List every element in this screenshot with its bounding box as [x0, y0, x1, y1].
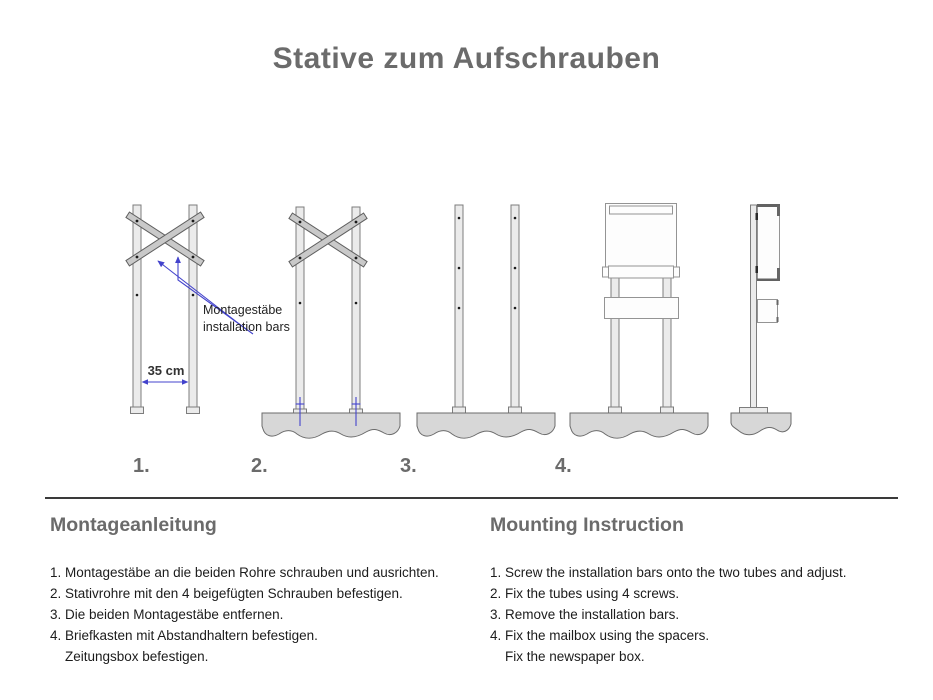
figure-step-3	[417, 205, 555, 438]
newspaper-box-side	[758, 300, 778, 323]
bars-label-en: installation bars	[203, 320, 290, 334]
mailbox-side	[758, 205, 780, 281]
german-step-1: 1. Montagestäbe an die beiden Rohre schrauben und ausrichten.	[50, 565, 439, 580]
bars-label-de: Montagestäbe	[203, 303, 283, 317]
german-step-2: 2. Stativrohre mit den 4 beigefügten Schrauben befestigen.	[50, 586, 403, 601]
german-heading: Montageanleitung	[50, 514, 217, 536]
ground-screws	[296, 397, 361, 426]
instructions-english	[490, 514, 910, 667]
step-number-1: 1.	[133, 455, 150, 477]
english-step-3: 3. Remove the installation bars.	[490, 607, 680, 622]
figure-step-4-front	[570, 204, 708, 439]
english-heading: Mounting Instruction	[490, 514, 684, 536]
german-step-4-cont: Zeitungsbox befestigen.	[65, 649, 209, 664]
german-step-3: 3. Die beiden Montagestäbe entfernen.	[50, 607, 284, 622]
dimension-arrow	[142, 379, 189, 384]
bars-annotation	[203, 302, 290, 336]
step-number-2: 2.	[251, 455, 268, 477]
section-divider	[45, 497, 898, 499]
english-step-2: 2. Fix the tubes using 4 screws.	[490, 586, 680, 601]
dimension-label: 35 cm	[147, 363, 185, 378]
page-title: Stative zum Aufschrauben	[272, 42, 661, 75]
english-step-1: 1. Screw the installation bars onto the two tubes and adjust.	[490, 565, 847, 580]
figure-step-4-side	[731, 205, 791, 435]
german-step-4: 4. Briefkasten mit Abstandhaltern befestigen.	[50, 628, 318, 643]
english-step-4: 4. Fix the mailbox using the spacers.	[490, 628, 710, 643]
newspaper-box-front	[605, 298, 679, 319]
english-step-4-cont: Fix the newspaper box.	[505, 649, 645, 664]
step-number-3: 3.	[400, 455, 417, 477]
mailbox-front	[606, 204, 677, 268]
instructions-german	[50, 514, 470, 667]
step-number-4: 4.	[555, 455, 572, 477]
